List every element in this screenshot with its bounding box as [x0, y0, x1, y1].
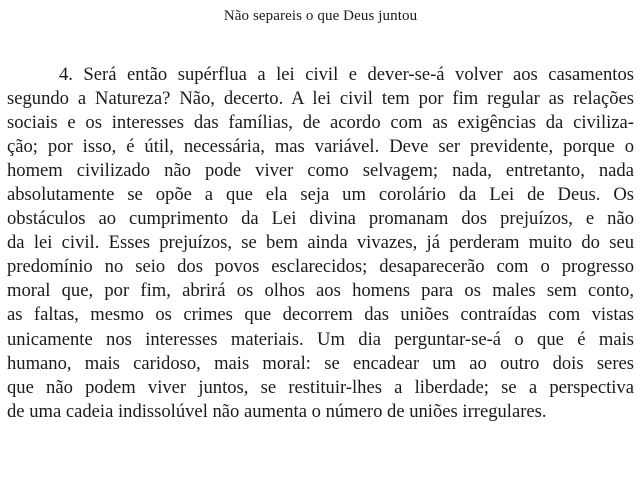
text-line: da lei civil. Esses prejuízos, se bem ainda vivazes, já perderam muito do seu: [7, 232, 634, 254]
text-line: absolutamente se opõe a que ela seja um corolário da Lei de Deus. Os: [7, 184, 634, 206]
text-line: homem civilizado não pode viver como selvagem; nada, entretanto, nada: [7, 160, 634, 182]
text-line: predomínio no seio dos povos esclarecidos; desaparecerão com o progresso: [7, 256, 634, 278]
running-title: Não separeis o que Deus juntou: [223, 8, 418, 24]
text-line: humano, mais caridoso, mais moral: se encadear um ao outro dois seres: [7, 352, 634, 374]
text-line: de uma cadeia indissolúvel não aumenta o número de uniões irregulares.: [7, 400, 547, 422]
text-line: que não podem viver juntos, se restituir-lhes a liberdade; se a perspectiva: [7, 376, 634, 398]
paragraph: [7, 63, 634, 424]
text-line: unicamente nos interesses materiais. Um dia perguntar-se-á o que é mais: [7, 328, 634, 350]
text-line: ção; por isso, é útil, necessária, mas variável. Deve ser previdente, porque o: [7, 136, 634, 158]
text-line: 4. Será então supérflua a lei civil e dever-se-á volver aos casamentos: [59, 64, 634, 85]
text-line: segundo a Natureza? Não, decerto. A lei civil tem por fim regular as relações: [7, 88, 634, 110]
text-line: obstáculos ao cumprimento da Lei divina promanam dos prejuízos, e não: [7, 208, 634, 230]
text-line: sociais e os interesses das famílias, de acordo com as exigências da civiliza-: [7, 112, 634, 134]
text-line: moral que, por fim, abrirá os olhos aos homens para os males sem conto,: [7, 280, 634, 302]
text-line: as faltas, mesmo os crimes que decorrem das uniões contraídas com vistas: [7, 304, 634, 326]
